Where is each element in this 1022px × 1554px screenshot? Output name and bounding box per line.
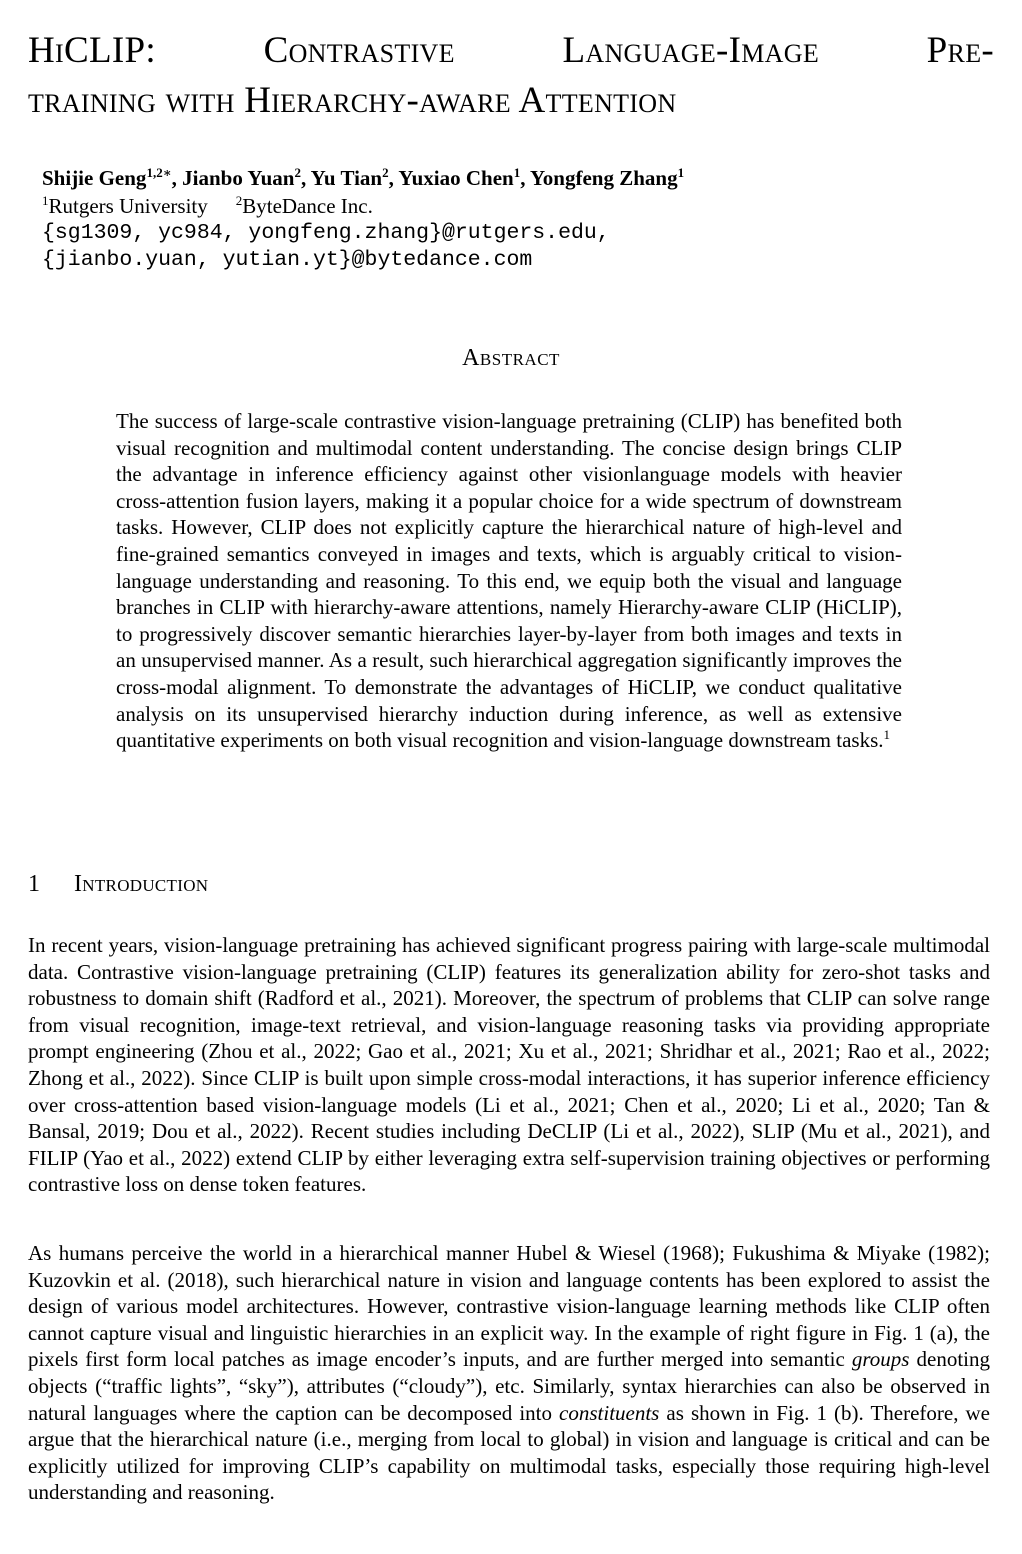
footnote-mark: 1 [883,727,890,743]
author-name: Yu Tian [310,166,383,190]
affiliation-name: ByteDance Inc. [242,194,373,218]
author-name: Yongfeng Zhang [529,166,678,190]
author-affiliation-mark: 1,2 [146,165,163,180]
affiliations [42,192,373,220]
author-affiliation-mark: 1 [677,165,685,180]
affiliation-name: Rutgers University [48,194,208,218]
intro-paragraph-1: In recent years, vision-language pretraining has achieved significant progress pairing with large-scale multimodal data. Contrastive vision-language pretraining (CLIP) features its generalization ability for zero-shot tasks and robustness to domain shift (Radford et al., 2021). Moreover, the spectrum of problems that CLIP can solve range from visual recognition, image-text retrieval, and vision-language reasoning tasks via providing appropriate prompt engineering (Zhou et al., 2022; Gao et al., 2021; Xu et al., 2021; Shridhar et al., 2021; Rao et al., 2022; Zhong et al., 2022). Since CLIP is built upon simple cross-modal interactions, it has superior inference efficiency over cross-attention based vision-language models (Li et al., 2021; Chen et al., 2020; Li et al., 2020; Tan & Bansal, 2019; Dou et al., 2022). Recent studies including DeCLIP (Li et al., 2022), SLIP (Mu et al., 2021), and FILIP (Yao et al., 2022) extend CLIP by either leveraging extra self-supervision training objectives or performing contrastive loss on dense token features. [28,933,990,1197]
paragraph-text: As humans perceive the world in a hierarchical manner Hubel & Wiesel (1968); Fukushima & Miyake (1982); Kuzovkin et al. (2018), such hierarchical nature in vision and language contents has been explored to assist the design of various model architectures. However, contrastive vision-language learning methods like CLIP often cannot capture visual and linguistic hierarchies in an explicit way. In the example of right figure in Fig. 1 (a), the pixels first form local patches as image encoder’s inputs, and are further merged into semantic [28,1241,990,1372]
email-line-2: {jianbo.yuan, yutian.yt}@bytedance.com [42,248,533,272]
author-list [42,164,684,192]
section-heading [28,868,208,900]
author-name: Jianbo Yuan [182,166,295,190]
paper-title-line-1: HiCLIP: Contrastive Language-Image Pre- [28,30,994,71]
section-title: Introduction [74,871,209,897]
author-name: Yuxiao Chen [398,166,514,190]
affiliation-mark: 1 [42,193,49,208]
abstract-text [116,408,902,754]
author-separator: , [388,166,399,190]
author-separator: , [300,166,311,190]
author-affiliation-mark: 1 [513,165,521,180]
author-separator: , [520,166,530,190]
abstract-heading: Abstract [462,345,560,371]
corresponding-author-mark: ∗ [162,165,172,180]
paper-title-line-2: training with Hierarchy-aware Attention [28,80,677,121]
abstract-body-text: The success of large-scale contrastive vision-language pretraining (CLIP) has benefited both visual recognition and multimodal content understanding. The concise design brings CLIP the advantage in inference efficiency against other visionlanguage models with heavier cross-attention fusion layers, making it a popular choice for a wide spectrum of downstream tasks. However, CLIP does not explicitly capture the hierarchical nature of high-level and fine-grained semantics conveyed in images and texts, which is arguably critical to vision-language understanding and reasoning. To this end, we equip both the visual and language branches in CLIP with hierarchy-aware attentions, namely Hierarchy-aware CLIP (HiCLIP), to progressively discover semantic hierarchies layer-by-layer from both images and texts in an unsupervised manner. As a result, such hierarchical aggregation significantly improves the cross-modal alignment. To demonstrate the advantages of HiCLIP, we conduct qualitative analysis on its unsupervised hierarchy induction during inference, as well as extensive quantitative experiments on both visual recognition and vision-language downstream tasks. [116,409,902,753]
author-affiliation-mark: 2 [294,165,301,180]
author-separator: , [171,166,183,190]
paragraph-text: denoting objects (“traffic lights”, “sky”), attributes (“cloudy”), etc. Similarly, syntax hierarchies can also be observed in natural languages where the caption can be decomposed into [28,1347,990,1425]
paper-title [28,26,994,126]
paragraph-text: as shown in Fig. 1 (b). Therefore, we argue that the hierarchical nature (i.e., merging from local to global) in vision and language is critical and can be explicitly utilized for improving CLIP’s capability on multimodal tasks, especially those requiring high-level understanding and reasoning. [28,1400,990,1505]
author-name: Shijie Geng [42,166,147,190]
email-line-1: {sg1309, yc984, yongfeng.zhang}@rutgers.edu, [42,221,610,245]
section-number: 1 [28,871,40,897]
affiliation-mark: 2 [235,193,243,208]
emphasis-groups: groups [851,1347,910,1372]
author-affiliation-mark: 2 [382,165,389,180]
emphasis-constituents: constituents [559,1400,660,1425]
intro-paragraph-2 [28,1240,990,1506]
